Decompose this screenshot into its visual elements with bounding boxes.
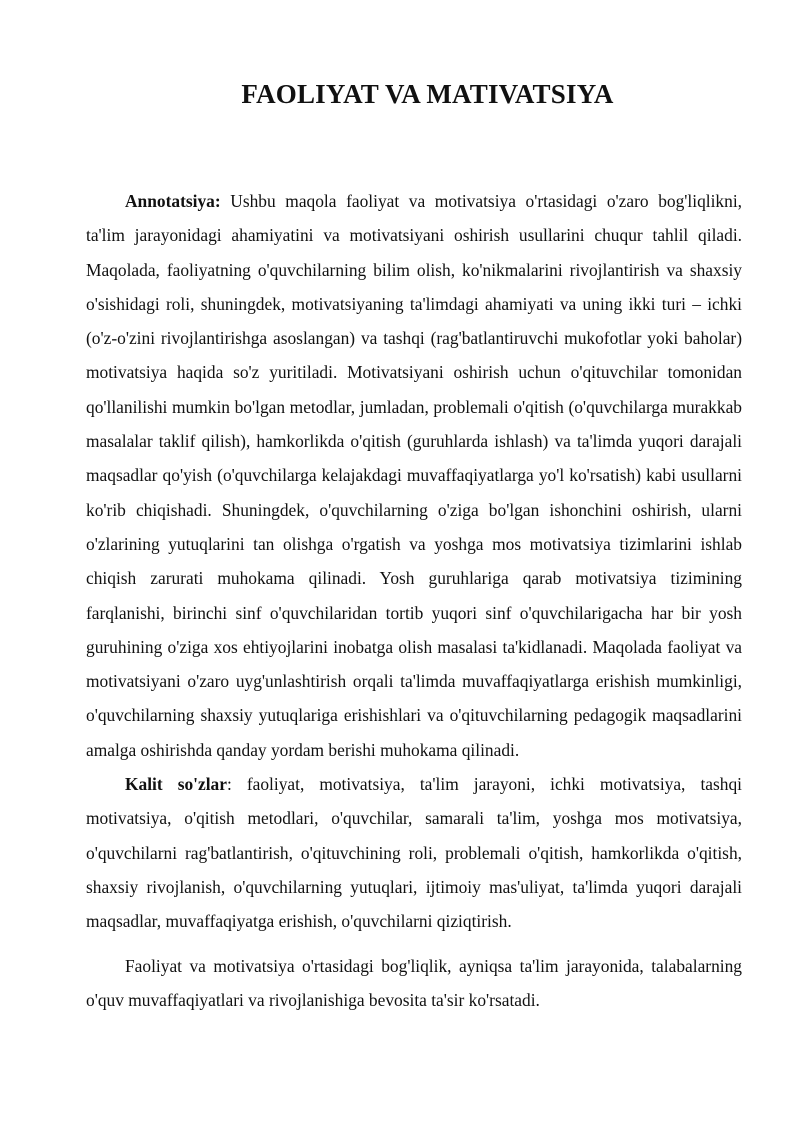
abstract-label: Annotatsiya: (125, 191, 221, 211)
keywords-label: Kalit so'zlar (125, 774, 227, 795)
document-title: FAOLIYAT VA MATIVATSIYA (241, 79, 614, 109)
abstract-paragraph (86, 184, 742, 767)
keywords-paragraph (86, 767, 742, 938)
intro-paragraph: Faoliyat va motivatsiya o'rtasidagi bog'liqlik, ayniqsa ta'lim jarayonida, talabalarning o'quv muvaffaqiyatlari va rivojlanishiga bevosita ta'sir ko'rsatadi. (86, 955, 742, 1010)
document-body (86, 184, 742, 1017)
keywords-text: : faoliyat, motivatsiya, ta'lim jarayoni, ichki motivatsiya, tashqi motivatsiya, o'qitish metodlari, o'quvchilar, samarali ta'lim, yoshga mos motivatsiya, o'quvchilarni rag'batlantirish, o'qituvchining roli, problemali o'qitish, hamkorlikda o'qitish, shaxsiy rivojlanish, o'quvchilarning yutuqlari, ijtimoiy mas'uliyat, ta'limda yuqori darajali maqsadlar, muvaffaqiyatga erishish, o'quvchilarni qiziqtirish. (86, 774, 742, 932)
abstract-text: Ushbu maqola faoliyat va motivatsiya o'rtasidagi o'zaro bog'liqlikni, ta'lim jarayonidagi ahamiyatini va motivatsiyani oshirish usullarini chuqur tahlil qiladi. Maqolada, faoliyatning o'quvchilarning bilim olish, ko'nikmalarini rivojlantirish va shaxsiy o'sishidagi roli, shuningdek, motivatsiyaning ta'limdagi ahamiyati va uning ikki turi – ichki (o'z-o'zini rivojlantirishga asoslangan) va tashqi (rag'batlantiruvchi mukofotlar yoki baholar) motivatsiya haqida so'z yuritiladi. Motivatsiyani oshirish uchun o'qituvchilar tomonidan qo'llanilishi mumkin bo'lgan metodlar, jumladan, problemali o'qitish (o'quvchilarga murakkab masalalar taklif qilish), hamkorlikda o'qitish (guruhlarda ishlash) va ta'limda yuqori darajali maqsadlar qo'yish (o'quvchilarga kelajakdagi muvaffaqiyatlarga yo'l ko'rsatish) kabi usullarni ko'rib chiqishadi. Shuningdek, o'quvchilarning o'ziga bo'lgan ishonchini oshirish, ularni o'zlarining yutuqlarini tan olishga o'rgatish va yoshga mos motivatsiya tizimlarini ishlab chiqish zarurati muhokama qilinadi. Yosh guruhlariga qarab motivatsiya tizimining farqlanishi, birinchi sinf o'quvchilaridan tortib yuqori sinf o'quvchilarigacha har bir yosh guruhining o'ziga xos ehtiyojlarini inobatga olish masalasi ta'kidlanadi. Maqolada faoliyat va motivatsiyani o'zaro uyg'unlashtirish orqali ta'limda muvaffaqiyatlarga erishish mumkinligi, o'quvchilarning shaxsiy yutuqlariga erishishlari va o'qituvchilarning pedagogik maqsadlarini amalga oshirishda qanday yordam berishi muhokama qilinadi. (86, 191, 742, 760)
